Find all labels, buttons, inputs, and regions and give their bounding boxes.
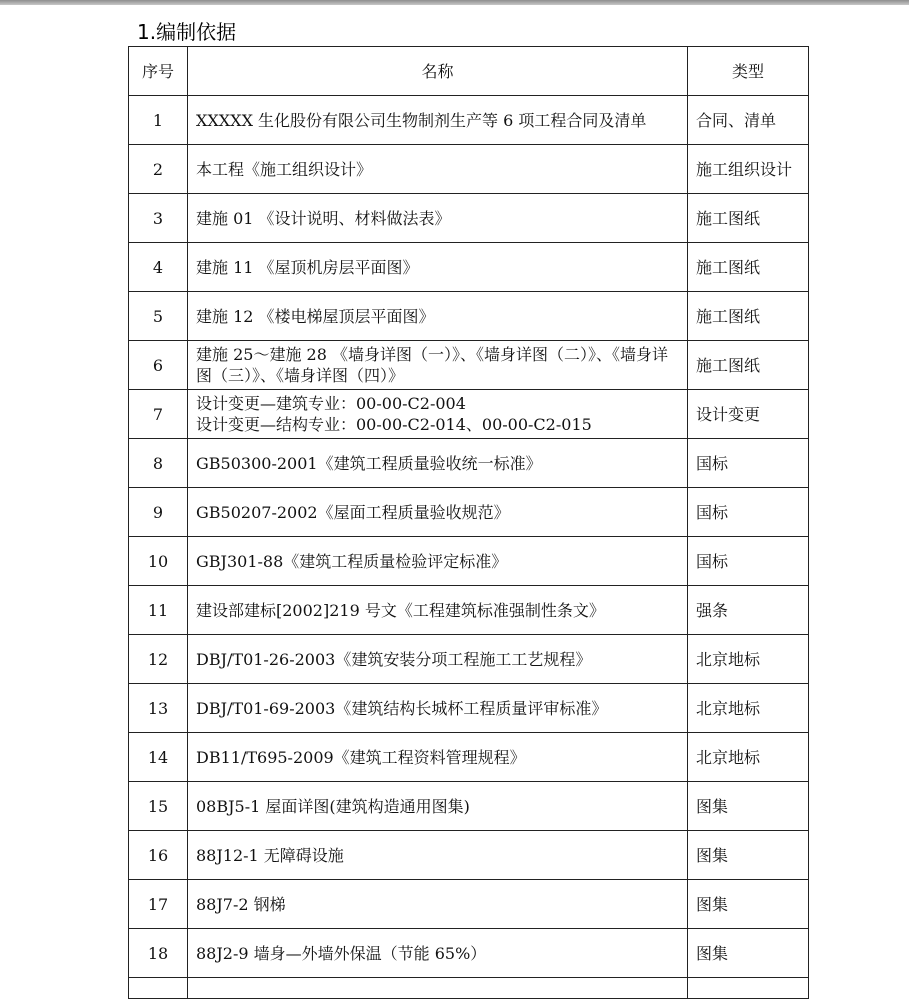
row-name-cell: 本工程《施工组织设计》 [188, 145, 688, 194]
row-type-cell: 图集 [688, 831, 809, 880]
row-name-cell: 设计变更—建筑专业：00-00-C2-004 设计变更—结构专业：00-00-C2-014、00-00-C2-015 [188, 390, 688, 439]
row-type-cell: 北京地标 [688, 635, 809, 684]
row-name-cell: 88J12-1 无障碍设施 [188, 831, 688, 880]
row-type-cell: 国标 [688, 439, 809, 488]
row-name-cell: 建施 01 《设计说明、材料做法表》 [188, 194, 688, 243]
row-name-cell: XXXXX 生化股份有限公司生物制剂生产等 6 项工程合同及清单 [188, 96, 688, 145]
table-body [129, 96, 809, 978]
row-type-cell: 设计变更 [688, 390, 809, 439]
row-name-cell: DB11/T695-2009《建筑工程资料管理规程》 [188, 733, 688, 782]
row-seq-cell: 15 [129, 782, 188, 831]
row-seq-cell: 14 [129, 733, 188, 782]
row-type-cell: 合同、清单 [688, 96, 809, 145]
row-seq-cell: 10 [129, 537, 188, 586]
header-name: 名称 [188, 47, 688, 96]
table-row [129, 439, 809, 488]
table-row [129, 782, 809, 831]
row-type-cell: 北京地标 [688, 684, 809, 733]
row-type-cell: 国标 [688, 488, 809, 537]
row-type-cell: 施工图纸 [688, 194, 809, 243]
header-seq: 序号 [129, 47, 188, 96]
row-seq-cell: 5 [129, 292, 188, 341]
row-name-cell: 88J2-9 墙身—外墙外保温（节能 65%） [188, 929, 688, 978]
row-type-cell: 施工图纸 [688, 243, 809, 292]
section-title: 1.编制依据 [137, 20, 237, 44]
row-name-cell: 08BJ5-1 屋面详图(建筑构造通用图集) [188, 782, 688, 831]
row-seq-cell: 3 [129, 194, 188, 243]
table-row [129, 292, 809, 341]
row-name-cell: 建施 11 《屋顶机房层平面图》 [188, 243, 688, 292]
partial-cell-name [188, 978, 688, 999]
row-seq-cell: 6 [129, 341, 188, 390]
partial-cell-type [688, 978, 809, 999]
table-row [129, 96, 809, 145]
table-row [129, 537, 809, 586]
row-seq-cell: 17 [129, 880, 188, 929]
partial-cell-seq [129, 978, 188, 999]
table-row [129, 880, 809, 929]
table-row-partial [129, 978, 809, 999]
table-row [129, 390, 809, 439]
row-seq-cell: 4 [129, 243, 188, 292]
row-type-cell: 施工组织设计 [688, 145, 809, 194]
row-seq-cell: 9 [129, 488, 188, 537]
row-seq-cell: 2 [129, 145, 188, 194]
table-row [129, 145, 809, 194]
row-type-cell: 图集 [688, 880, 809, 929]
row-seq-cell: 16 [129, 831, 188, 880]
row-name-cell: GB50207-2002《屋面工程质量验收规范》 [188, 488, 688, 537]
row-name-cell: 88J7-2 钢梯 [188, 880, 688, 929]
table-header-row [129, 47, 809, 96]
row-name-cell: GBJ301-88《建筑工程质量检验评定标准》 [188, 537, 688, 586]
table-row [129, 831, 809, 880]
row-name-cell: 建施 25～建施 28 《墙身详图（一）》、《墙身详图（二）》、《墙身详图（三）》、《墙身详图（四）》 [188, 341, 688, 390]
header-type: 类型 [688, 47, 809, 96]
row-name-cell: DBJ/T01-69-2003《建筑结构长城杯工程质量评审标准》 [188, 684, 688, 733]
row-type-cell: 北京地标 [688, 733, 809, 782]
row-type-cell: 图集 [688, 929, 809, 978]
row-name-cell: 建施 12 《楼电梯屋顶层平面图》 [188, 292, 688, 341]
table-row [129, 488, 809, 537]
window-top-bar [0, 0, 909, 5]
row-seq-cell: 7 [129, 390, 188, 439]
table-row [129, 635, 809, 684]
row-seq-cell: 18 [129, 929, 188, 978]
row-seq-cell: 13 [129, 684, 188, 733]
row-seq-cell: 1 [129, 96, 188, 145]
row-seq-cell: 12 [129, 635, 188, 684]
row-name-cell: GB50300-2001《建筑工程质量验收统一标准》 [188, 439, 688, 488]
row-seq-cell: 11 [129, 586, 188, 635]
row-name-cell: DBJ/T01-26-2003《建筑安装分项工程施工工艺规程》 [188, 635, 688, 684]
basis-table [128, 46, 809, 999]
row-type-cell: 施工图纸 [688, 292, 809, 341]
table-row [129, 929, 809, 978]
table-row [129, 194, 809, 243]
table-row [129, 243, 809, 292]
row-type-cell: 国标 [688, 537, 809, 586]
table-row [129, 684, 809, 733]
table-row [129, 733, 809, 782]
row-type-cell: 强条 [688, 586, 809, 635]
row-seq-cell: 8 [129, 439, 188, 488]
row-name-cell: 建设部建标[2002]219 号文《工程建筑标准强制性条文》 [188, 586, 688, 635]
table-row [129, 341, 809, 390]
row-type-cell: 图集 [688, 782, 809, 831]
row-type-cell: 施工图纸 [688, 341, 809, 390]
table-row [129, 586, 809, 635]
